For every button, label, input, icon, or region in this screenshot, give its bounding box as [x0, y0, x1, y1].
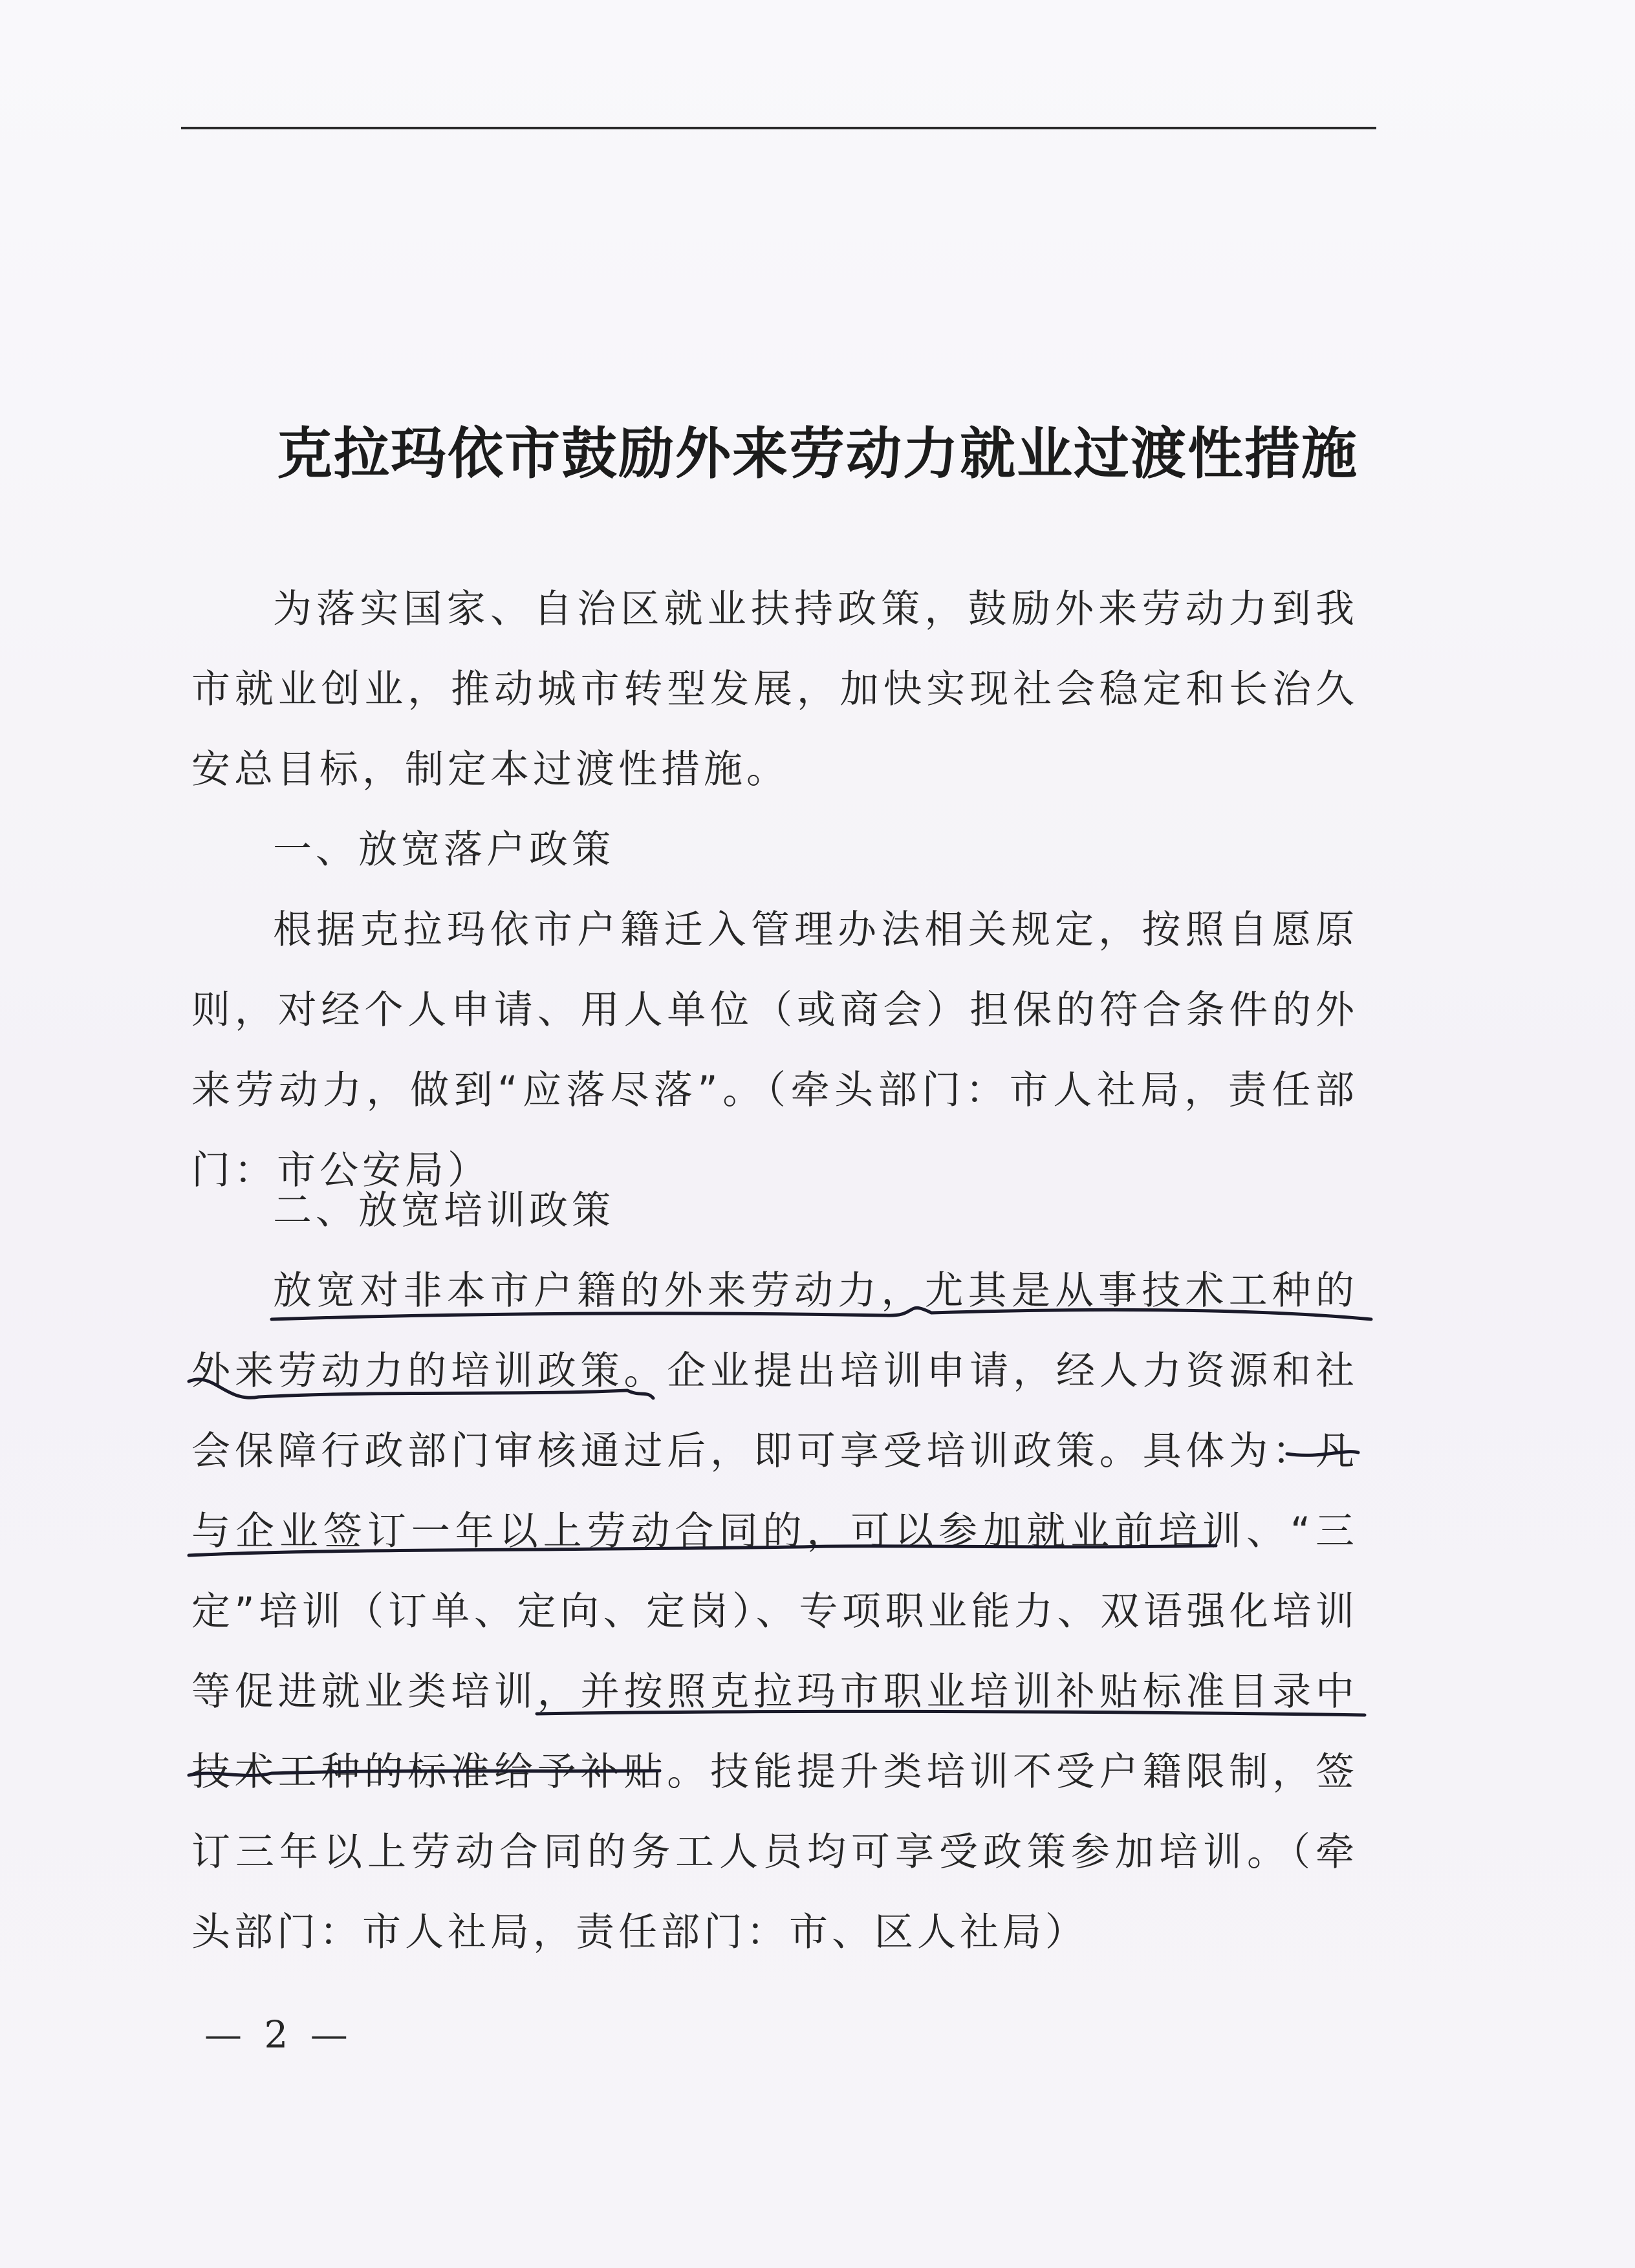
section-body-1: 根据克拉玛依市户籍迁入管理办法相关规定，按照自愿原则，对经个人申请、用人单位（或商会）担保的符合条件的外来劳动力，做到“应落尽落”。（牵头部门：市人社局，责任部门：市公安局） — [191, 907, 1358, 1193]
intro-paragraph: 为落实国家、自治区就业扶持政策，鼓励外来劳动力到我市就业创业，推动城市转型发展，加快实现社会稳定和长治久安总目标，制定本过渡性措施。 — [191, 587, 1358, 792]
document-title: 克拉玛依市鼓励外来劳动力就业过渡性措施 — [277, 421, 1358, 486]
page-number: — 2 — — [204, 2013, 353, 2057]
header-rule — [181, 127, 1376, 129]
section-body-2: 放宽对非本市户籍的外来劳动力，尤其是从事技术工种的外来劳动力的培训政策。企业提出培训申请，经人力资源和社会保障行政部门审核通过后，即可享受培训政策。具体为：凡与企业签订一年以上劳动合同的，可以参加就业前培训、“三定”培训（订单、定向、定岗）、专项职业能力、双语强化培训等促进就业类培训，并按照克拉玛市职业培训补贴标准目录中技术工种的标准给予补贴。技能提升类培训不受户籍限制，签订三年以上劳动合同的务工人员均可享受政策参加培训。（牵头部门：市人社局，责任部门：市、区人社局） — [191, 1268, 1358, 1955]
section-heading-1: 一、放宽落户政策 — [273, 827, 614, 872]
section-heading-2: 二、放宽培训政策 — [273, 1188, 614, 1233]
